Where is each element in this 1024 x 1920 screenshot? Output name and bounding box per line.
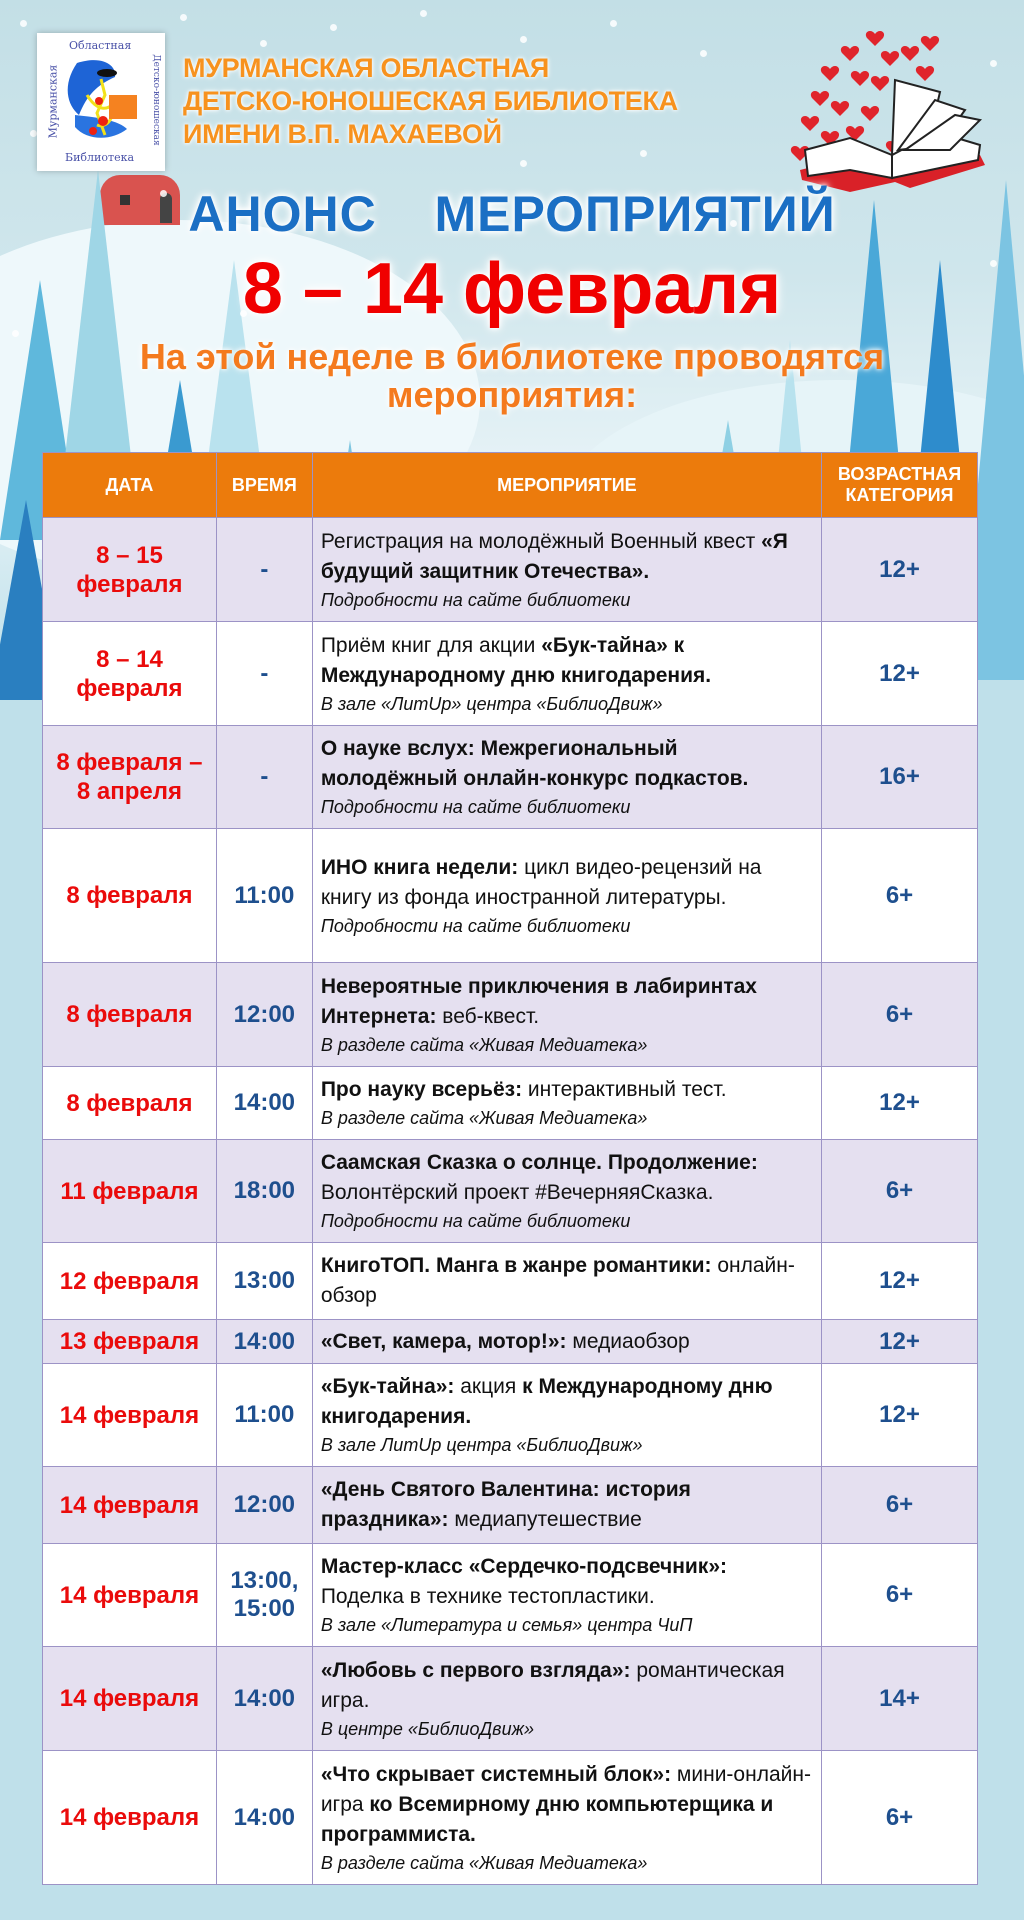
- announce-title: АНОНС МЕРОПРИЯТИЙ: [188, 186, 836, 242]
- event-title: ко Всемирному дню компьютерщика и программиста.: [320, 1792, 774, 1846]
- logo-text-top: Областная: [69, 39, 132, 52]
- age-category: 6+: [822, 963, 978, 1067]
- event-text: мини-онлайн-игра: [320, 1762, 811, 1816]
- logo-text-right: Детско-юношеская: [151, 54, 161, 146]
- event-description: [312, 1067, 821, 1140]
- table-header-row: [43, 453, 978, 518]
- age-category: 12+: [822, 1364, 978, 1467]
- snowflake-icon: [610, 20, 617, 27]
- table-row: [43, 963, 978, 1067]
- event-time: 11:00: [216, 1364, 312, 1467]
- event-date: 8 – 14 февраля: [43, 622, 217, 726]
- event-text: Приём книг для акции: [320, 633, 542, 657]
- event-time: 13:00, 15:00: [216, 1544, 312, 1647]
- snowflake-icon: [180, 14, 187, 21]
- event-title: «Что скрывает системный блок»:: [320, 1762, 672, 1786]
- event-date: 8 – 15 февраля: [43, 518, 217, 622]
- heart-icon: [811, 91, 829, 106]
- column-header-time: ВРЕМЯ: [216, 453, 312, 518]
- table-row: [43, 829, 978, 963]
- event-location-note: В зале «Литература и семья» центра ЧиП: [320, 1615, 693, 1635]
- heart-icon: [866, 31, 884, 46]
- age-category: 12+: [822, 1243, 978, 1320]
- table-row: [43, 726, 978, 829]
- event-description: [312, 726, 821, 829]
- event-title: «День Святого Валентина: история праздника»:: [320, 1478, 691, 1531]
- column-header-date: ДАТА: [43, 453, 217, 518]
- heart-icon: [821, 66, 839, 81]
- event-text: медиапутешествие: [448, 1508, 642, 1531]
- event-text: акция: [454, 1375, 523, 1398]
- logo-text-left: Мурманская: [46, 64, 60, 139]
- heart-icon: [801, 116, 819, 131]
- date-range-title: 8 – 14 февраля: [242, 249, 782, 329]
- event-title: Про науку всерьёз:: [320, 1078, 523, 1101]
- table-row: [43, 1364, 978, 1467]
- table-body: [43, 518, 978, 1885]
- event-description: [312, 1140, 821, 1243]
- event-date: 14 февраля: [43, 1544, 217, 1647]
- event-location-note: Подробности на сайте библиотеки: [320, 1211, 631, 1231]
- event-description: [312, 1364, 821, 1467]
- event-text: цикл видео-рецензий на книгу из фонда иностранной литературы.: [320, 855, 762, 909]
- heart-icon: [851, 71, 869, 86]
- table-row: [43, 1067, 978, 1140]
- event-title: к Международному дню книгодарения.: [320, 1375, 773, 1428]
- age-category: 6+: [822, 1140, 978, 1243]
- column-header-event: МЕРОПРИЯТИЕ: [312, 453, 821, 518]
- snowflake-icon: [30, 130, 37, 137]
- event-location-note: Подробности на сайте библиотеки: [320, 589, 631, 610]
- event-time: 13:00: [216, 1243, 312, 1320]
- event-time: -: [216, 518, 312, 622]
- event-date: 14 февраля: [43, 1751, 217, 1885]
- org-line-1: МУРМАНСКАЯ ОБЛАСТНАЯ: [183, 53, 550, 83]
- table-row: [43, 622, 978, 726]
- event-location-note: В зале «ЛитUp» центра «БиблиоДвиж»: [320, 693, 663, 714]
- event-description: [312, 829, 821, 963]
- book-with-hearts-icon: [780, 20, 1000, 200]
- table-row: [43, 1751, 978, 1885]
- event-time: 14:00: [216, 1067, 312, 1140]
- event-text: Поделка в технике тестопластики.: [320, 1585, 655, 1608]
- heart-icon: [916, 66, 934, 81]
- snowflake-icon: [20, 20, 27, 27]
- event-location-note: В центре «БиблиоДвиж»: [320, 1718, 534, 1739]
- table-row: [43, 1320, 978, 1364]
- event-title: Мастер-класс «Сердечко-подсвечник»:: [320, 1555, 727, 1578]
- snowflake-icon: [520, 36, 527, 43]
- age-category: 12+: [822, 518, 978, 622]
- event-description: [312, 963, 821, 1067]
- event-text: Регистрация на молодёжный Военный квест: [320, 529, 762, 553]
- heart-icon: [861, 106, 879, 121]
- event-time: 18:00: [216, 1140, 312, 1243]
- organization-name: [183, 52, 678, 151]
- event-time: 12:00: [216, 1467, 312, 1544]
- event-time: -: [216, 622, 312, 726]
- event-time: 12:00: [216, 963, 312, 1067]
- event-title: «Бук-тайна» к Международному дню книгодарения.: [320, 633, 712, 687]
- event-time: 14:00: [216, 1751, 312, 1885]
- snowflake-icon: [330, 24, 337, 31]
- event-time: 11:00: [216, 829, 312, 963]
- heart-icon: [921, 36, 939, 51]
- event-title: «Бук-тайна»:: [320, 1375, 455, 1398]
- event-text: Волонтёрский проект #ВечерняяСказка.: [320, 1181, 714, 1204]
- table-row: [43, 1647, 978, 1751]
- event-title: КнигоТОП. Манга в жанре романтики:: [320, 1254, 712, 1277]
- age-category: 12+: [822, 1320, 978, 1364]
- event-date: 8 февраля: [43, 963, 217, 1067]
- event-date: 8 февраля: [43, 829, 217, 963]
- event-title: ИНО книга недели:: [320, 855, 519, 879]
- event-date: 14 февраля: [43, 1364, 217, 1467]
- age-category: 16+: [822, 726, 978, 829]
- event-location-note: Подробности на сайте библиотеки: [320, 797, 631, 817]
- event-location-note: Подробности на сайте библиотеки: [320, 915, 631, 936]
- event-location-note: В разделе сайта «Живая Медиатека»: [320, 1108, 648, 1128]
- age-category: 6+: [822, 1751, 978, 1885]
- snowflake-icon: [700, 50, 707, 57]
- event-location-note: В разделе сайта «Живая Медиатека»: [320, 1852, 648, 1873]
- subtitle-line-2: мероприятия:: [386, 374, 638, 415]
- event-text: онлайн-обзор: [320, 1254, 795, 1307]
- event-title: «Свет, камера, мотор!»:: [320, 1329, 567, 1353]
- event-description: [312, 1647, 821, 1751]
- event-location-note: В зале ЛитUp центра «БиблиоДвиж»: [320, 1435, 643, 1455]
- org-line-2: ДЕТСКО-ЮНОШЕСКАЯ БИБЛИОТЕКА: [183, 86, 678, 116]
- event-description: [312, 1243, 821, 1320]
- table-row: [43, 1140, 978, 1243]
- age-category: 6+: [822, 1467, 978, 1544]
- library-logo: [37, 33, 165, 171]
- table-row: [43, 1544, 978, 1647]
- event-text: интерактивный тест.: [522, 1078, 727, 1101]
- event-title: Саамская Сказка о солнце. Продолжение:: [320, 1151, 758, 1174]
- subtitle-line-1: На этой неделе в библиотеке проводятся: [139, 336, 885, 377]
- event-title: О науке вслух: Межрегиональный молодёжный онлайн-конкурс подкастов.: [320, 737, 749, 790]
- table-row: [43, 1243, 978, 1320]
- snowflake-icon: [12, 330, 19, 337]
- table-row: [43, 518, 978, 622]
- event-date: 14 февраля: [43, 1647, 217, 1751]
- heart-icon: [881, 51, 899, 66]
- event-date: 14 февраля: [43, 1467, 217, 1544]
- table-row: [43, 1467, 978, 1544]
- age-category: 12+: [822, 1067, 978, 1140]
- event-description: [312, 518, 821, 622]
- logo-text-bottom: Библиотека: [65, 151, 135, 164]
- event-description: [312, 1544, 821, 1647]
- events-table: [42, 452, 978, 1885]
- event-title: «Я будущий защитник Отечества».: [320, 529, 788, 583]
- event-description: [312, 622, 821, 726]
- event-time: -: [216, 726, 312, 829]
- event-description: [312, 1320, 821, 1364]
- event-location-note: В разделе сайта «Живая Медиатека»: [320, 1034, 648, 1055]
- event-date: 11 февраля: [43, 1140, 217, 1243]
- event-text: романтическая игра.: [320, 1658, 785, 1712]
- heart-icon: [831, 101, 849, 116]
- event-title: «Любовь с первого взгляда»:: [320, 1658, 631, 1682]
- column-header-age: ВОЗРАСТНАЯ КАТЕГОРИЯ: [822, 453, 978, 518]
- event-date: 12 февраля: [43, 1243, 217, 1320]
- heart-icon: [901, 46, 919, 61]
- event-date: 8 февраля – 8 апреля: [43, 726, 217, 829]
- heart-icon: [841, 46, 859, 61]
- snowflake-icon: [640, 150, 647, 157]
- event-text: медиаобзор: [566, 1329, 690, 1353]
- event-description: [312, 1467, 821, 1544]
- event-title: Невероятные приключения в лабиринтах Интернета:: [320, 974, 757, 1028]
- subtitle: [0, 338, 1024, 414]
- event-date: 13 февраля: [43, 1320, 217, 1364]
- snowflake-icon: [420, 10, 427, 17]
- age-category: 6+: [822, 1544, 978, 1647]
- org-line-3: ИМЕНИ В.П. МАХАЕВОЙ: [183, 119, 502, 149]
- event-time: 14:00: [216, 1647, 312, 1751]
- snowflake-icon: [520, 160, 527, 167]
- reader-figure-icon: [57, 55, 147, 149]
- event-text: веб-квест.: [436, 1004, 540, 1028]
- age-category: 6+: [822, 829, 978, 963]
- age-category: 14+: [822, 1647, 978, 1751]
- heart-icon: [871, 76, 889, 91]
- event-date: 8 февраля: [43, 1067, 217, 1140]
- age-category: 12+: [822, 622, 978, 726]
- event-time: 14:00: [216, 1320, 312, 1364]
- event-description: [312, 1751, 821, 1885]
- snowflake-icon: [260, 40, 267, 47]
